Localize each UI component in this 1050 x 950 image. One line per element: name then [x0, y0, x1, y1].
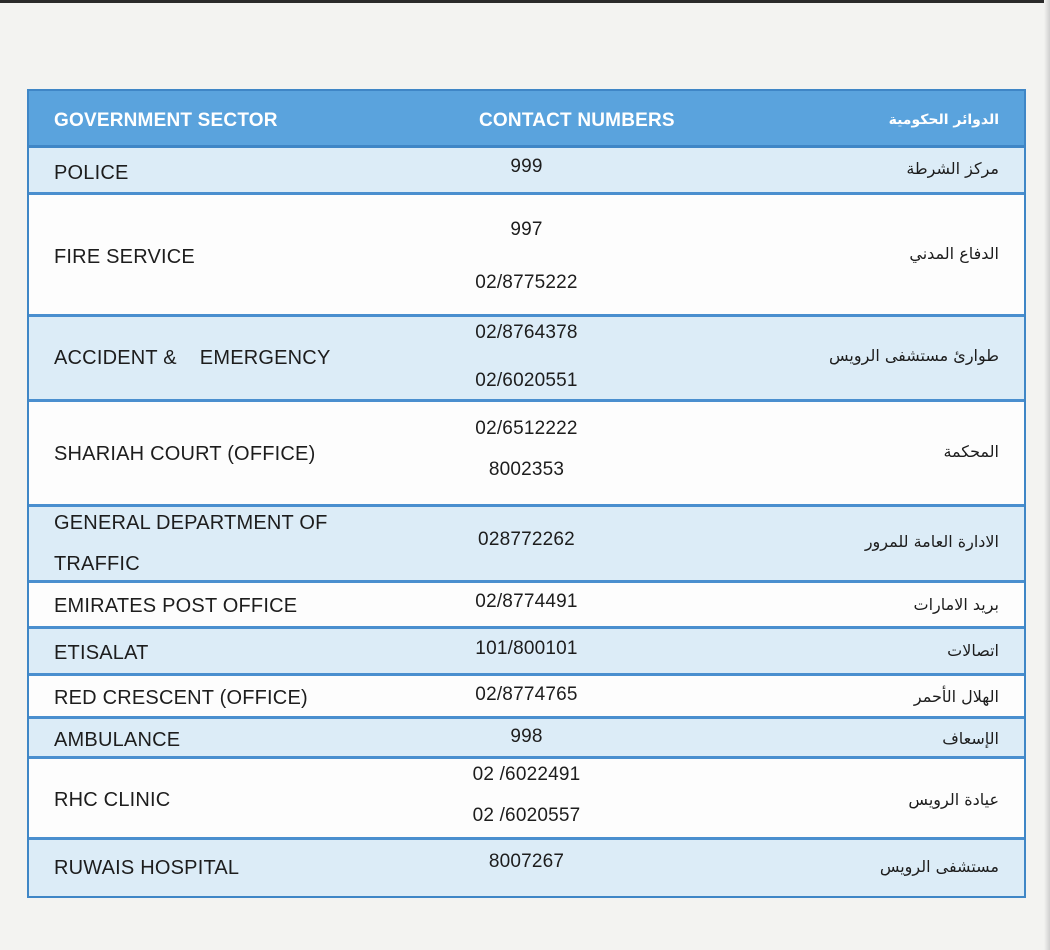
table-row-ruwais-hospital — [29, 840, 1024, 896]
sector-name-arabic: المحكمة — [943, 442, 999, 461]
sector-name-line-2: TRAFFIC — [54, 553, 140, 575]
contact-number: 998 — [510, 726, 543, 747]
contact-number: 02/8764378 — [475, 322, 578, 343]
sector-name: ACCIDENT & EMERGENCY — [54, 347, 331, 369]
sector-name: POLICE — [54, 162, 129, 184]
sector-name-arabic: مركز الشرطة — [906, 159, 999, 178]
contact-number: 999 — [510, 156, 543, 177]
contact-number: 02/8774765 — [475, 684, 578, 705]
contact-number: 997 — [510, 219, 543, 240]
sector-name: FIRE SERVICE — [54, 246, 195, 268]
sector-name: RHC CLINIC — [54, 789, 171, 811]
sector-name-arabic: الادارة العامة للمرور — [864, 532, 999, 551]
page-top-border — [0, 0, 1050, 3]
contact-number: 8002353 — [488, 459, 565, 480]
header-government-sector: GOVERNMENT SECTOR — [54, 110, 278, 131]
table-row-ambulance — [29, 719, 1024, 759]
table-row-red-crescent — [29, 676, 1024, 719]
contact-number: 8007267 — [488, 851, 565, 872]
sector-name: RED CRESCENT (OFFICE) — [54, 687, 308, 709]
sector-name: EMIRATES POST OFFICE — [54, 595, 298, 617]
sector-name: ETISALAT — [54, 642, 149, 664]
sector-name: RUWAIS HOSPITAL — [54, 857, 240, 879]
table-row-fire-service — [29, 195, 1024, 317]
sector-name-arabic: اتصالات — [947, 641, 999, 660]
table-row-police — [29, 148, 1024, 195]
contacts-table — [27, 89, 1026, 898]
sector-name: SHARIAH COURT (OFFICE) — [54, 443, 316, 465]
sector-name-arabic: مستشفى الرويس — [879, 857, 999, 876]
contact-number: 02 /6020557 — [472, 805, 581, 826]
page-edge-shadow — [1044, 0, 1050, 950]
table-row-rhc-clinic — [29, 759, 1024, 840]
sector-name-arabic: طوارئ مستشفى الرويس — [829, 346, 999, 365]
sector-name: AMBULANCE — [54, 729, 181, 751]
table-row-shariah-court — [29, 402, 1024, 507]
contact-number: 02/6020551 — [475, 370, 578, 391]
contact-number: 02/6512222 — [475, 418, 578, 439]
sector-name-arabic: بريد الامارات — [913, 595, 999, 614]
contact-number: 02/8774491 — [475, 591, 578, 612]
contact-number: 101/800101 — [475, 638, 578, 659]
table-row-accident-emergency — [29, 317, 1024, 402]
contact-number: 02 /6022491 — [472, 764, 581, 785]
sector-name-arabic: الإسعاف — [942, 729, 999, 748]
contact-number: 028772262 — [478, 529, 575, 550]
sector-name-arabic: الدفاع المدني — [909, 244, 999, 263]
table-header-row — [29, 91, 1024, 148]
sector-name-arabic: عيادة الرويس — [908, 790, 999, 809]
contact-number: 02/8775222 — [475, 272, 578, 293]
table-row-etisalat — [29, 629, 1024, 676]
table-row-traffic-department — [29, 507, 1024, 583]
sector-name-arabic: الهلال الأحمر — [913, 687, 999, 706]
sector-name-line-1: GENERAL DEPARTMENT OF — [54, 512, 328, 534]
header-arabic: الدوائر الحكومية — [888, 112, 999, 128]
table-row-emirates-post — [29, 583, 1024, 629]
header-contact-numbers: CONTACT NUMBERS — [479, 110, 675, 131]
